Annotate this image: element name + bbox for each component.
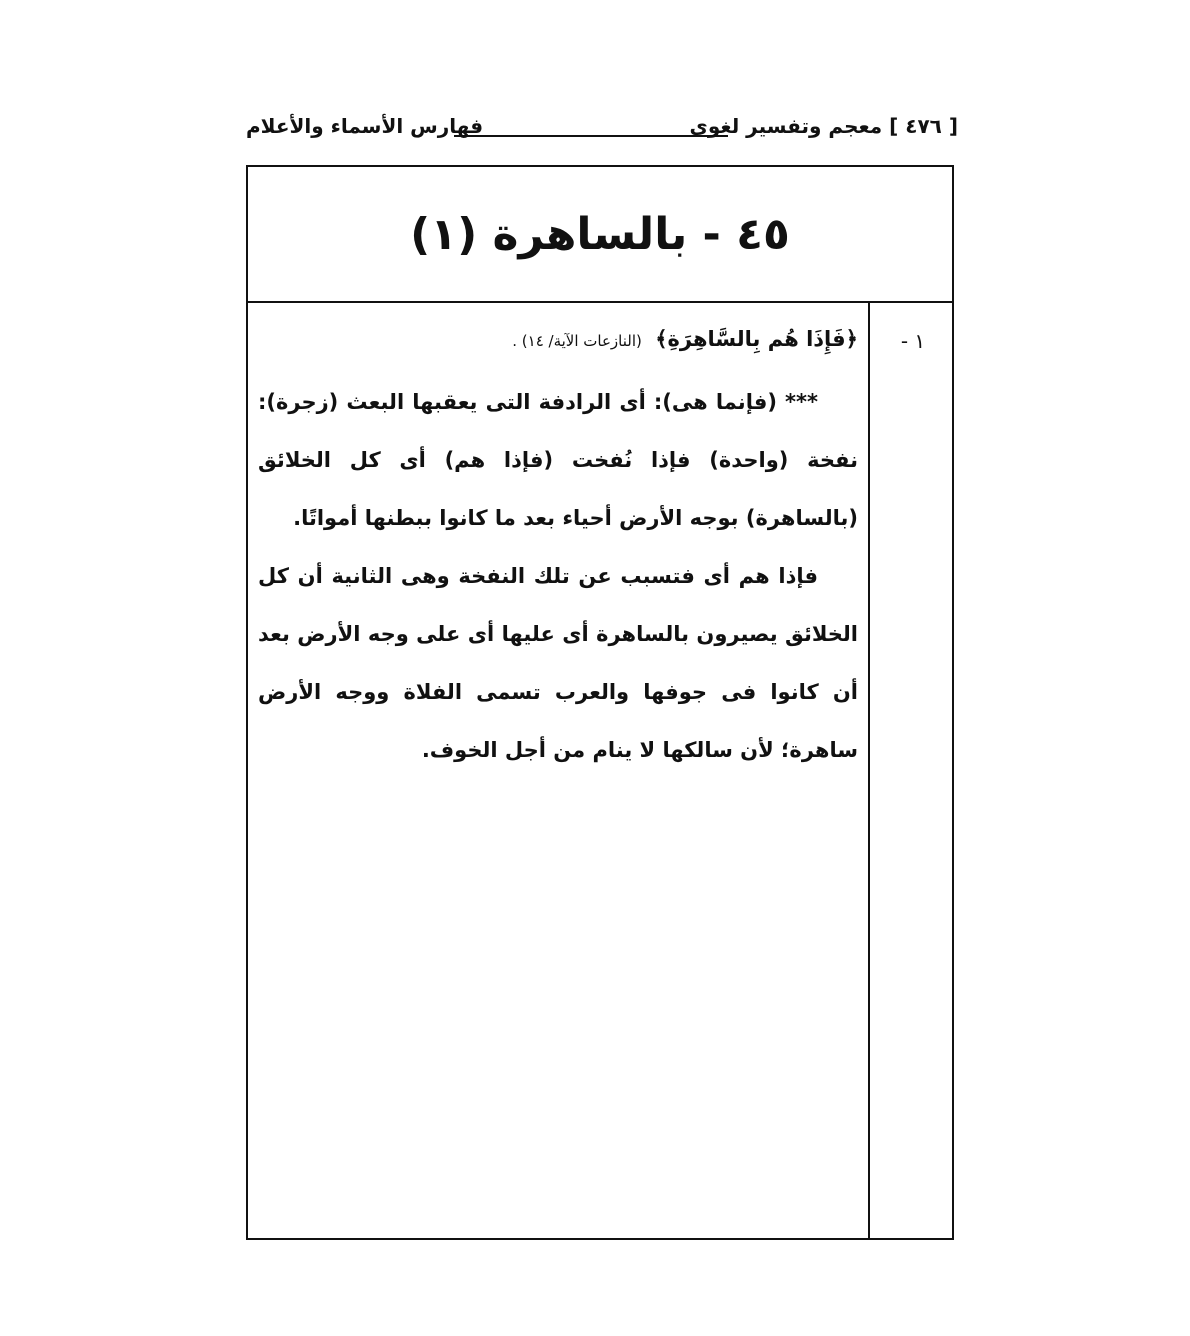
chapter-title-box [248,167,952,303]
number-column-rule [868,303,870,1238]
page-reference: [ ٤٧٦ ] معجم وتفسير لغوى [689,114,958,138]
quran-verse: ﴿فَإِذَا هُم بِالسَّاهِرَةِ﴾ [655,327,858,351]
verse-reference: (النازعات الآية/ ١٤) . [512,332,642,350]
commentary-paragraph-1: *** (فإنما هى): أى الرادفة التى يعقبها البعث (زجرة): نفخة (واحدة) فإذا نُفخت (فإذا هم) أى كل الخلائق (بالساهرة) بوجه الأرض أحياء بعد ما كانوا ببطنها أمواتًا. [258,390,858,530]
running-header [246,110,958,144]
entry-frame [246,165,954,1240]
commentary-paragraph-2: فإذا هم أى فتسبب عن تلك النفخة وهى الثانية أن كل الخلائق يصيرون بالساهرة أى عليها أى على وجه الأرض بعد أن كانوا فى جوفها والعرب تسمى الفلاة ووجه الأرض ساهرة؛ لأن سالكها لا ينام من أجل الخوف. [258,564,858,762]
entry-body [258,319,858,779]
header-rule [454,135,728,137]
entry-number: ١ - [900,329,926,353]
chapter-title: ٤٥ - بالساهرة (١) [410,208,790,260]
verse-line [258,319,858,361]
section-title: فهارس الأسماء والأعلام [246,114,484,138]
